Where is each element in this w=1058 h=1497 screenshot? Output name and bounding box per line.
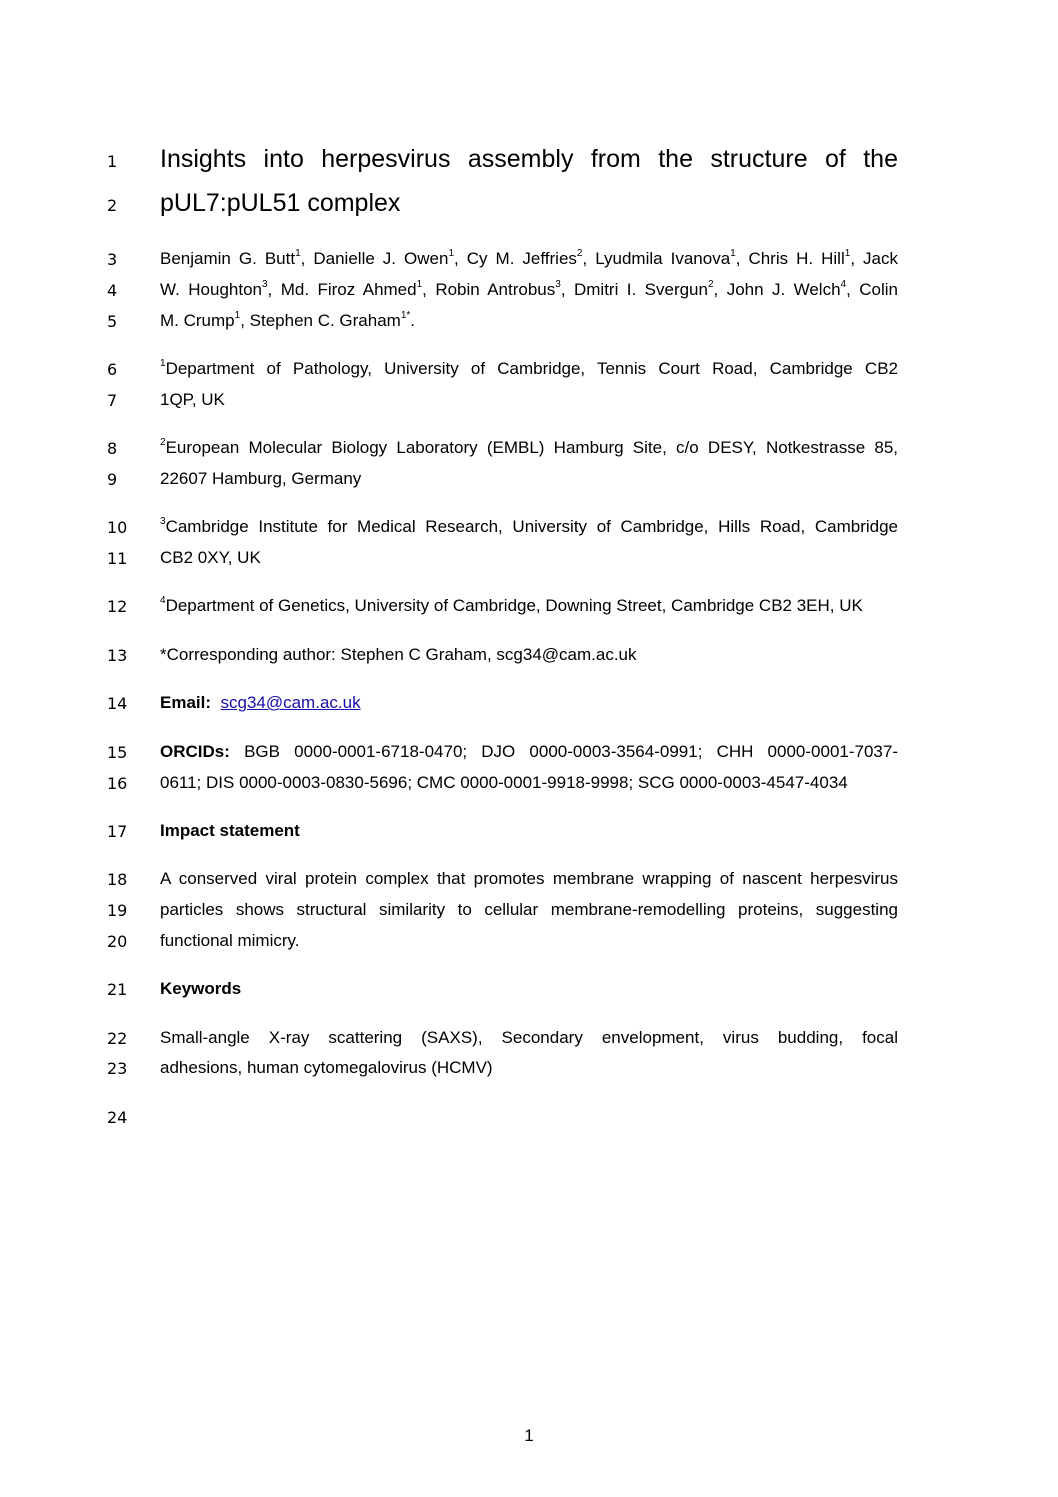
affiliation-3-cont: CB2 0XY, UK	[160, 548, 261, 567]
affiliation-marker: 1	[234, 310, 241, 321]
affiliation-marker: 1	[295, 248, 301, 259]
affiliation-marker: 2	[576, 248, 583, 259]
email-line	[160, 694, 898, 711]
paper-title-line1: Insights into herpesvirus assembly from the structure of the	[160, 145, 898, 173]
impact-heading-text: Impact statement	[160, 821, 300, 840]
line-number: 19	[107, 901, 128, 920]
author-name: Benjamin G. Butt	[160, 249, 296, 268]
affiliation-marker: 1	[730, 248, 736, 259]
impact-line3: functional mimicry.	[160, 931, 300, 950]
keywords-line1: Small-angle X-ray scattering (SAXS), Secondary envelopment, virus budding, focal	[160, 1028, 898, 1047]
affiliation-2-cont: 22607 Hamburg, Germany	[160, 469, 362, 488]
line-number: 2	[107, 196, 118, 215]
orcids-line1	[160, 743, 898, 760]
line-number: 18	[107, 870, 128, 889]
author-name-part: M. Crump	[160, 311, 235, 330]
affiliation-text: European Molecular Biology Laboratory (EMBL) Hamburg Site, c/o DESY, Notkestrasse 85,	[165, 438, 898, 457]
line-number: 20	[107, 932, 128, 951]
line-number: 16	[107, 774, 128, 793]
affiliation-marker: 2	[707, 279, 714, 290]
line-number: 23	[107, 1059, 128, 1078]
keywords-heading	[160, 980, 898, 997]
author-name: Lyudmila Ivanova	[595, 249, 731, 268]
affiliation-number: 3	[160, 516, 166, 527]
line-number: 11	[107, 549, 128, 568]
affiliation-marker: 1	[448, 248, 455, 259]
author-name-part: Colin	[859, 280, 899, 299]
line-number: 12	[107, 597, 128, 616]
author-name: Stephen C. Graham	[249, 311, 401, 330]
affiliation-marker: 1*	[400, 310, 411, 321]
page-number: 1	[524, 1426, 534, 1445]
affiliation-1	[160, 360, 898, 377]
author-name: Cy M. Jeffries	[466, 249, 577, 268]
line-number: 17	[107, 822, 128, 841]
impact-line2: particles shows structural similarity to cellular membrane-remodelling proteins, suggesting	[160, 900, 898, 919]
author-name-part: W. Houghton	[160, 280, 262, 299]
affiliation-marker: 4	[840, 279, 847, 290]
line-number: 3	[107, 250, 118, 269]
author-name: Dmitri I. Svergun	[573, 280, 708, 299]
author-name: Chris H. Hill	[748, 249, 845, 268]
line-number: 1	[107, 152, 118, 171]
line-number: 4	[107, 281, 118, 300]
affiliation-3	[160, 518, 898, 535]
line-number: 8	[107, 439, 118, 458]
corresponding-author: *Corresponding author: Stephen C Graham, scg34@cam.ac.uk	[160, 645, 637, 664]
orcids-text: BGB 0000-0001-6718-0470; DJO 0000-0003-3564-0991; CHH 0000-0001-7037-	[244, 742, 898, 761]
line-number: 24	[107, 1108, 128, 1127]
line-number: 21	[107, 980, 128, 999]
author-name: Danielle J. Owen	[313, 249, 449, 268]
orcids-label: ORCIDs:	[160, 742, 230, 761]
affiliation-number: 4	[160, 595, 166, 606]
paper-title-line2: pUL7:pUL51 complex	[160, 189, 401, 217]
author-list-line1: Benjamin G. Butt$^1$, Danielle J. Owen$^1$, Cy M. Jeffries$^2$, Lyudmila Ivanova$^1$, Chris H. Hill$^1$, Jack	[160, 248, 899, 268]
impact-heading	[160, 822, 898, 839]
affiliation-marker: 1	[416, 279, 423, 290]
affiliation-2	[160, 439, 898, 456]
author-name: John J. Welch	[726, 280, 841, 299]
keywords-line2: adhesions, human cytomegalovirus (HCMV)	[160, 1058, 493, 1077]
line-number: 5	[107, 312, 118, 331]
affiliation-4	[160, 597, 898, 614]
affiliation-marker: 3	[555, 279, 561, 290]
email-label: Email:	[160, 693, 212, 712]
line-number: 9	[107, 470, 118, 489]
impact-line1: A conserved viral protein complex that promotes membrane wrapping of nascent herpesvirus	[160, 869, 898, 888]
affiliation-text: Department of Genetics, University of Cambridge, Downing Street, Cambridge CB2 3EH, UK	[165, 596, 863, 615]
line-number: 15	[107, 743, 128, 762]
orcids-line2: 0611; DIS 0000-0003-0830-5696; CMC 0000-0001-9918-9998; SCG 0000-0003-4547-4034	[160, 773, 848, 792]
author-name: Md. Firoz Ahmed	[280, 280, 417, 299]
line-number: 13	[107, 646, 128, 665]
affiliation-text: Department of Pathology, University of Cambridge, Tennis Court Road, Cambridge CB2	[165, 359, 898, 378]
keywords-heading-text: Keywords	[160, 979, 242, 998]
author-name: Robin Antrobus	[435, 280, 556, 299]
line-number: 7	[107, 391, 118, 410]
affiliation-marker: 3	[261, 279, 268, 290]
affiliation-number: 2	[160, 437, 166, 448]
line-number: 22	[107, 1029, 128, 1048]
affiliation-number: 1	[160, 358, 166, 369]
email-link[interactable]: scg34@cam.ac.uk	[220, 693, 361, 712]
affiliation-1-cont: 1QP, UK	[160, 390, 225, 409]
line-number: 10	[107, 518, 128, 537]
author-list-line2: W. Houghton$^3$, Md. Firoz Ahmed$^1$, Robin Antrobus$^3$, Dmitri I. Svergun$^2$, John J. Welch$^4$, Colin	[160, 279, 899, 299]
author-name-part: Jack	[863, 249, 899, 268]
line-number: 14	[107, 694, 128, 713]
affiliation-text: Cambridge Institute for Medical Research, University of Cambridge, Hills Road, Cambridge	[165, 517, 898, 536]
line-number: 6	[107, 360, 118, 379]
affiliation-marker: 1	[844, 248, 851, 259]
author-list-line3: M. Crump$^1$, Stephen C. Graham$^{1*}$.	[160, 310, 416, 330]
